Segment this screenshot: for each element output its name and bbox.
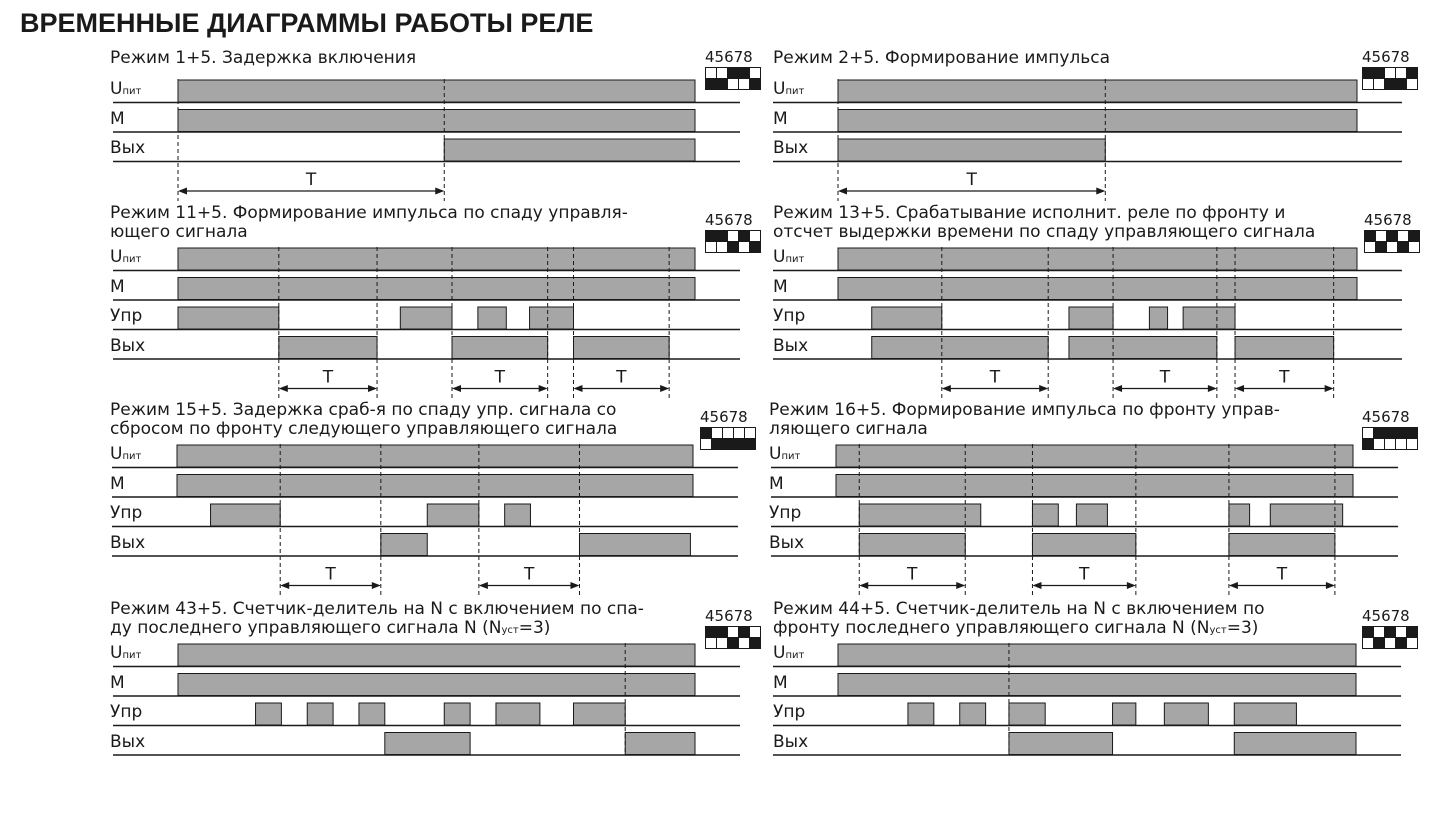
signal-label-sub: пит bbox=[785, 650, 805, 661]
arrowhead-right bbox=[1326, 582, 1335, 589]
signal-pulse bbox=[836, 475, 1353, 497]
signal-label bbox=[773, 643, 804, 666]
panel-title-text: Режим 1+5. Задержка включения bbox=[110, 48, 417, 68]
signal-pulse bbox=[178, 307, 279, 329]
interval-label: T bbox=[966, 170, 977, 190]
signal-pulse bbox=[381, 534, 427, 556]
arrowhead-left bbox=[1113, 385, 1122, 392]
signal-label-sub: пит bbox=[122, 451, 142, 462]
signal-label-sub: пит bbox=[785, 254, 805, 265]
arrowhead-right bbox=[435, 188, 444, 195]
panel-title-subscript: уст bbox=[501, 625, 519, 636]
signal-pulse bbox=[178, 674, 695, 696]
panel-mode-43-5 bbox=[110, 598, 753, 798]
signal-label-text: M bbox=[110, 473, 125, 494]
signal-label bbox=[110, 503, 142, 523]
signal-pulse bbox=[177, 475, 693, 497]
timing-diagram bbox=[773, 202, 1413, 402]
arrowhead-left bbox=[452, 385, 461, 392]
signal-pulse bbox=[1009, 733, 1113, 755]
signal-label-text: U bbox=[773, 247, 786, 267]
timing-diagram bbox=[110, 399, 750, 599]
signal-pulse bbox=[178, 80, 695, 102]
signal-label-text: Упр bbox=[110, 503, 143, 523]
signal-pulse bbox=[1164, 703, 1208, 725]
signal-label bbox=[110, 277, 125, 297]
signal-label-text: U bbox=[773, 79, 786, 99]
panel-title-text: Режим 2+5. Формирование импульса bbox=[773, 48, 1111, 68]
signal-pulse bbox=[1076, 504, 1107, 526]
signal-label-text: U bbox=[110, 79, 123, 99]
signal-pulse bbox=[1235, 337, 1334, 359]
interval-label: T bbox=[907, 564, 918, 585]
signal-label-text: Вых bbox=[773, 731, 809, 752]
signal-pulse bbox=[1229, 534, 1335, 556]
signal-label-text: Вых bbox=[769, 532, 805, 553]
panel-title-subscript: уст bbox=[1209, 625, 1227, 636]
switch-code-label: 45678 bbox=[705, 607, 753, 625]
signal-pulse bbox=[872, 337, 1048, 359]
interval-label: T bbox=[1279, 367, 1290, 388]
arrowhead-right bbox=[570, 582, 579, 589]
signal-pulse bbox=[211, 504, 281, 526]
signal-pulse bbox=[1234, 733, 1356, 755]
arrowhead-left bbox=[1032, 582, 1041, 589]
signal-pulse bbox=[177, 445, 693, 467]
signal-label-text: U bbox=[110, 247, 123, 267]
signal-pulse bbox=[359, 703, 385, 725]
panel-title-text: Режим 43+5. Счетчик-делитель на N с включением по спа- ду последнего управляющего сигнала N (N bbox=[110, 599, 644, 638]
arrowhead-right bbox=[372, 582, 381, 589]
signal-pulse bbox=[178, 248, 695, 270]
arrowhead-right bbox=[1096, 188, 1105, 195]
signal-label-text: M bbox=[110, 672, 125, 693]
arrowhead-left bbox=[1235, 385, 1244, 392]
signal-pulse bbox=[496, 703, 540, 725]
signal-label-text: M bbox=[773, 108, 788, 129]
signal-pulse bbox=[478, 307, 506, 329]
panel-mode-13-5 bbox=[773, 202, 1413, 402]
signal-pulse bbox=[960, 703, 986, 725]
switch-code-label: 45678 bbox=[1364, 211, 1412, 229]
arrowhead-left bbox=[942, 385, 951, 392]
signal-label-text: Вых bbox=[110, 532, 146, 553]
signal-label bbox=[110, 673, 125, 693]
signal-pulse bbox=[1149, 307, 1167, 329]
interval-label: T bbox=[494, 367, 506, 388]
signal-label-sub: пит bbox=[122, 254, 142, 265]
signal-pulse bbox=[574, 337, 670, 359]
panel-mode-15-5 bbox=[110, 399, 750, 599]
arrowhead-left bbox=[1229, 582, 1238, 589]
signal-pulse bbox=[178, 110, 695, 132]
signal-label-text: U bbox=[773, 643, 786, 663]
signal-label bbox=[110, 138, 145, 158]
signal-label bbox=[769, 533, 804, 553]
signal-pulse bbox=[859, 534, 965, 556]
interval-label: T bbox=[305, 170, 317, 190]
signal-pulse bbox=[579, 534, 690, 556]
signal-label-text: U bbox=[110, 444, 123, 464]
signal-pulse bbox=[1032, 534, 1135, 556]
signal-pulse bbox=[452, 337, 548, 359]
page-title: ВРЕМЕННЫЕ ДИАГРАММЫ РАБОТЫ РЕЛЕ bbox=[20, 8, 594, 38]
panel-title-end: =3) bbox=[518, 618, 551, 638]
panel-mode-11-5 bbox=[110, 202, 753, 402]
signal-pulse bbox=[307, 703, 333, 725]
signal-label bbox=[773, 138, 808, 158]
arrowhead-left bbox=[479, 582, 488, 589]
signal-label bbox=[110, 336, 145, 356]
signal-label bbox=[773, 277, 788, 297]
signal-pulse bbox=[838, 248, 1357, 270]
signal-label-text: M bbox=[769, 473, 784, 494]
arrowhead-right bbox=[956, 582, 965, 589]
arrowhead-left bbox=[280, 582, 289, 589]
panel-mode-44-5 bbox=[773, 598, 1413, 798]
arrowhead-left bbox=[859, 582, 868, 589]
signal-pulse bbox=[1270, 504, 1342, 526]
signal-label bbox=[773, 247, 804, 270]
interval-label: T bbox=[1159, 367, 1171, 388]
signal-label-text: U bbox=[110, 643, 123, 663]
signal-pulse bbox=[256, 703, 282, 725]
signal-label-text: U bbox=[769, 444, 782, 464]
arrowhead-left bbox=[178, 188, 187, 195]
signal-pulse bbox=[836, 445, 1353, 467]
signal-label bbox=[110, 533, 145, 553]
interval-label: T bbox=[322, 367, 334, 388]
panel-title-end: =3) bbox=[1226, 618, 1259, 638]
signal-pulse bbox=[838, 644, 1356, 666]
signal-pulse bbox=[872, 307, 942, 329]
interval-label: T bbox=[523, 564, 535, 585]
signal-label-text: M bbox=[110, 276, 125, 297]
timing-diagram bbox=[773, 598, 1413, 798]
signal-label bbox=[110, 702, 142, 722]
signal-label bbox=[110, 643, 141, 666]
signal-label-text: Упр bbox=[769, 503, 802, 523]
signal-label bbox=[773, 732, 808, 752]
signal-label-text: Упр bbox=[110, 702, 143, 722]
switch-code-label: 45678 bbox=[705, 48, 753, 66]
signal-pulse bbox=[1113, 703, 1136, 725]
signal-label bbox=[773, 336, 808, 356]
arrowhead-right bbox=[1325, 385, 1334, 392]
signal-pulse bbox=[427, 504, 479, 526]
signal-label-text: M bbox=[110, 108, 125, 129]
interval-label: T bbox=[325, 564, 336, 585]
signal-pulse bbox=[1229, 504, 1250, 526]
signal-label bbox=[110, 444, 141, 467]
signal-label-text: Вых bbox=[110, 335, 146, 356]
signal-label-sub: пит bbox=[122, 650, 142, 661]
arrowhead-left bbox=[574, 385, 583, 392]
signal-label bbox=[773, 306, 805, 326]
signal-pulse bbox=[908, 703, 934, 725]
arrowhead-left bbox=[838, 188, 847, 195]
signal-label bbox=[110, 732, 145, 752]
signal-label bbox=[110, 474, 125, 494]
signal-label-sub: пит bbox=[785, 86, 805, 97]
signal-label bbox=[110, 79, 141, 102]
signal-pulse bbox=[530, 307, 574, 329]
signal-label bbox=[773, 673, 788, 693]
signal-pulse bbox=[385, 733, 470, 755]
panel-mode-16-5 bbox=[769, 399, 1409, 599]
signal-label-text: Упр bbox=[773, 306, 806, 326]
signal-label bbox=[110, 306, 142, 326]
signal-label-text: Упр bbox=[110, 306, 143, 326]
panel-title-text: Режим 16+5. Формирование импульса по фронту управ- ляющего сигнала bbox=[769, 400, 1280, 439]
signal-pulse bbox=[1009, 703, 1045, 725]
signal-pulse bbox=[1069, 307, 1113, 329]
panel-title-text: Режим 15+5. Задержка сраб-я по спаду упр. сигнала со сбросом по фронту следующего управляющего сигнала bbox=[110, 400, 618, 439]
panel-title-text: Режим 13+5. Срабатывание исполнит. реле по фронту и отсчет выдержки времени по спаду управляющего сигнала bbox=[773, 203, 1316, 242]
signal-pulse bbox=[1234, 703, 1296, 725]
interval-label: T bbox=[616, 367, 627, 388]
signal-label-text: M bbox=[773, 276, 788, 297]
timing-diagram bbox=[110, 202, 750, 402]
dip-switch-8 bbox=[750, 627, 760, 648]
signal-label-sub: пит bbox=[122, 86, 142, 97]
interval-label: T bbox=[1276, 564, 1288, 585]
switch-code-label: 45678 bbox=[705, 211, 753, 229]
signal-pulse bbox=[838, 139, 1105, 161]
signal-pulse bbox=[505, 504, 531, 526]
signal-pulse bbox=[838, 674, 1356, 696]
signal-label bbox=[769, 503, 801, 523]
signal-label bbox=[110, 109, 125, 129]
arrowhead-right bbox=[1208, 385, 1217, 392]
signal-label-text: Вых bbox=[773, 138, 809, 158]
switch-code-label: 45678 bbox=[700, 408, 748, 426]
dip-switch-8 bbox=[750, 68, 760, 89]
signal-label-sub: пит bbox=[781, 451, 801, 462]
arrowhead-left bbox=[279, 385, 288, 392]
arrowhead-right bbox=[1039, 385, 1048, 392]
signal-pulse bbox=[838, 278, 1357, 300]
arrowhead-right bbox=[368, 385, 377, 392]
signal-label bbox=[773, 702, 805, 722]
signal-label bbox=[773, 109, 788, 129]
signal-pulse bbox=[444, 703, 470, 725]
switch-code-label: 45678 bbox=[1362, 408, 1410, 426]
signal-pulse bbox=[178, 644, 695, 666]
signal-pulse bbox=[1069, 337, 1217, 359]
signal-label bbox=[773, 79, 804, 102]
signal-pulse bbox=[838, 110, 1357, 132]
signal-label bbox=[769, 444, 800, 467]
switch-code-label: 45678 bbox=[1362, 48, 1410, 66]
signal-label-text: Упр bbox=[773, 702, 806, 722]
arrowhead-right bbox=[1127, 582, 1136, 589]
signal-label bbox=[769, 474, 784, 494]
signal-pulse bbox=[625, 733, 695, 755]
signal-pulse bbox=[279, 337, 377, 359]
arrowhead-right bbox=[539, 385, 548, 392]
signal-pulse bbox=[444, 139, 695, 161]
signal-label-text: Вых bbox=[110, 731, 146, 752]
switch-code-label: 45678 bbox=[1362, 607, 1410, 625]
signal-label-text: Вых bbox=[110, 138, 146, 158]
signal-pulse bbox=[838, 80, 1357, 102]
signal-pulse bbox=[574, 703, 626, 725]
signal-label bbox=[110, 247, 141, 270]
interval-label: T bbox=[1078, 564, 1090, 585]
timing-diagram bbox=[110, 598, 750, 798]
signal-pulse bbox=[400, 307, 452, 329]
signal-pulse bbox=[1032, 504, 1058, 526]
dip-switch-8 bbox=[750, 231, 760, 252]
interval-label: T bbox=[989, 367, 1001, 388]
signal-label-text: M bbox=[773, 672, 788, 693]
panel-title-text: Режим 11+5. Формирование импульса по спаду управля- ющего сигнала bbox=[110, 203, 628, 242]
signal-pulse bbox=[178, 278, 695, 300]
arrowhead-right bbox=[660, 385, 669, 392]
signal-pulse bbox=[859, 504, 980, 526]
signal-label-text: Вых bbox=[773, 335, 809, 356]
signal-pulse bbox=[1183, 307, 1235, 329]
panel-title-text: Режим 44+5. Счетчик-делитель на N с включением по фронту последнего управляющего сигнала N (N bbox=[773, 599, 1265, 638]
timing-diagram bbox=[769, 399, 1409, 599]
